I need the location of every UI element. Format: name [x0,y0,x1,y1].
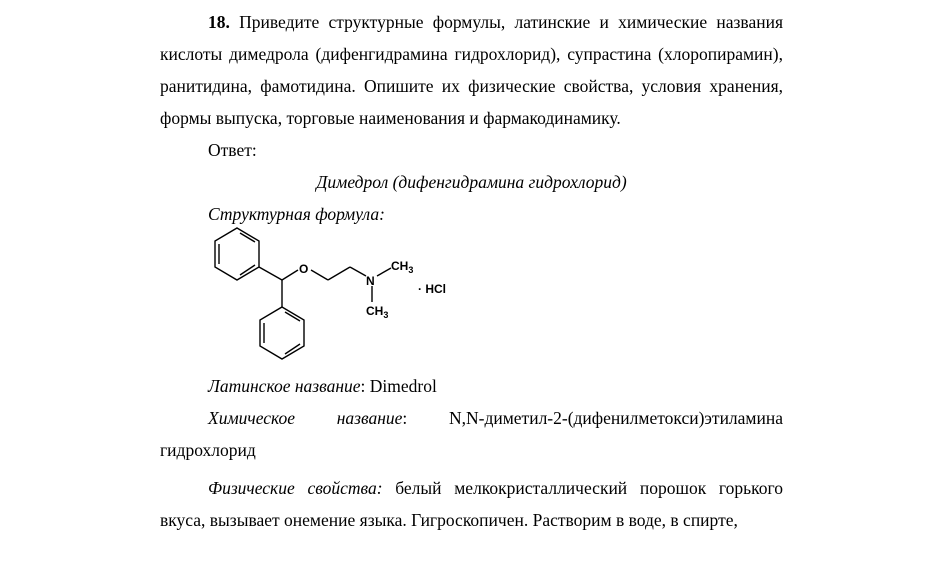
structural-formula-label-text: Структурная формула: [208,204,385,224]
nitrogen-label: N [366,274,375,288]
structural-formula [160,230,783,370]
physical-properties-label: Физические свойства: [208,478,383,498]
physical-properties-value: белый мелкокристаллический порошок горького вкуса, вызывает онемение языка. Гигроскопичен. Растворим в воде, в спирте, [160,478,783,530]
chemical-name-value: : N,N-диметил-2-(дифенилметокси)этиламина гидрохлорид [160,408,784,460]
question-number: 18. [208,12,230,32]
answer-label: Ответ: [208,140,257,160]
oxygen-label: O [299,262,309,276]
hcl-salt: · HCl [418,282,446,296]
latin-name-label: Латинское название [208,376,361,396]
chemical-name-label: Химическое название [208,408,403,428]
chemical-name [160,402,783,466]
latin-name [160,370,783,402]
document-page [160,6,783,536]
question-paragraph [160,6,783,134]
methyl-top: $CH_3$ [391,259,414,275]
physical-properties [160,472,783,536]
methyl-bottom: $CH_3$ [366,304,389,320]
dimedrol-structure-image [200,222,520,362]
drug-title: Димедрол (дифенгидрамина гидрохлорид) [316,172,627,192]
latin-name-value: : Dimedrol [360,376,437,396]
question-text: Приведите структурные формулы, латинские и химические названия кислоты димедрола (дифенгидрамина гидрохлорид), супрастина (хлоропирамин), ранитидина, фамотидина. Опишите их физические свойства, условия хранения, формы выпуска, торговые наименования и фармакодинамику. [160,12,783,128]
